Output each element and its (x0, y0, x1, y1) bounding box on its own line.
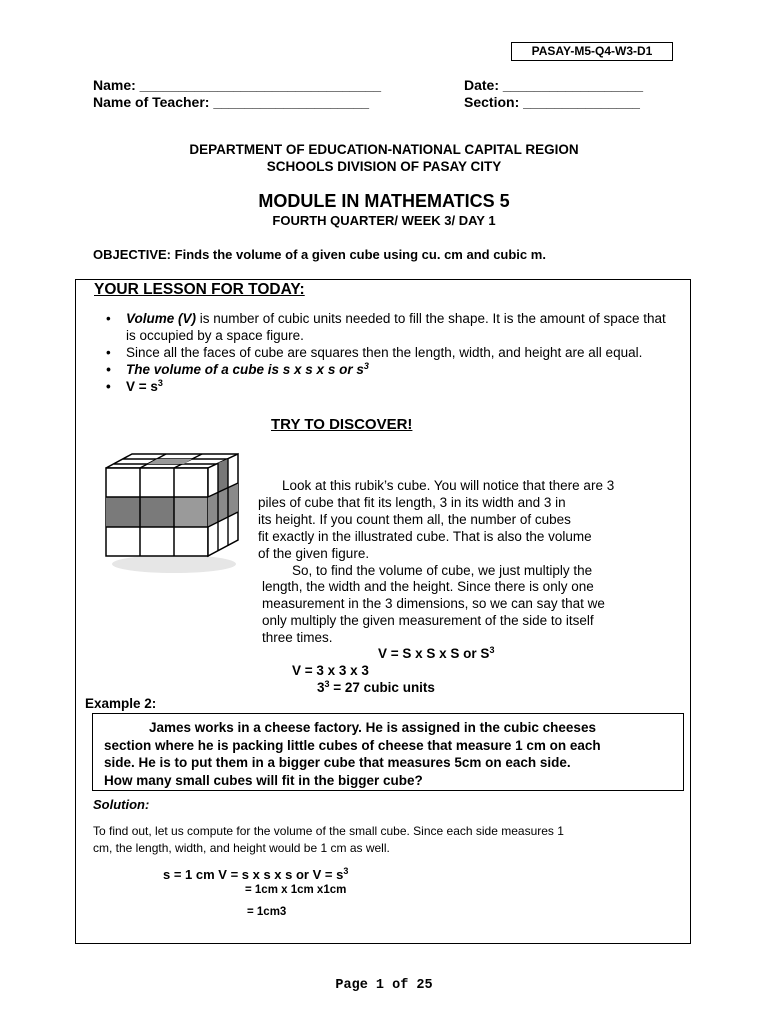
teacher-field: Name of Teacher: ____________________ (93, 94, 370, 110)
module-title: MODULE IN MATHEMATICS 5 (258, 191, 510, 211)
objective-text: Finds the volume of a given cube using cu. cm and cubic m. (174, 247, 546, 262)
bullet-formula (106, 378, 676, 395)
try-to-discover-heading: TRY TO DISCOVER! (271, 416, 413, 433)
example-label: Example 2: (85, 696, 157, 711)
calc-volume (163, 867, 348, 882)
solution-label: Solution: (93, 797, 150, 812)
formula-result-base: 3 (317, 680, 325, 695)
formula-volume-exponent: 3 (489, 645, 495, 655)
discover-line-4: fit exactly in the illustrated cube. That is also the volume (258, 529, 592, 544)
quarter-subtitle: FOURTH QUARTER/ WEEK 3/ DAY 1 (272, 213, 496, 228)
formula-exponent: 3 (157, 378, 163, 388)
date-field: Date: __________________ (464, 77, 644, 93)
faces-text: Since all the faces of cube are squares then the length, width, and height are all equal. (126, 345, 643, 360)
section-field: Section: _______________ (464, 94, 640, 110)
discover-line-7: length, the width and the height. Since there is only one (262, 579, 594, 594)
name-field: Name: _______________________________ (93, 77, 382, 93)
formula-volume-text: V = S x S x S or S (378, 646, 490, 661)
discover-line-9: only multiply the given measurement of the side to itself (262, 613, 594, 628)
formula-result-exponent: 3 (324, 679, 330, 689)
lesson-bullets (106, 310, 676, 395)
lesson-title: YOUR LESSON FOR TODAY: (94, 281, 305, 298)
bullet-cube-volume (106, 361, 676, 378)
discover-line-5: of the given figure. (258, 546, 370, 561)
page-number: Page 1 of 25 (335, 978, 433, 993)
objective (93, 247, 546, 262)
discover-line-3: its height. If you count them all, the number of cubes (258, 512, 571, 527)
example-text (104, 719, 680, 789)
formula-result-text: = 27 cubic units (329, 680, 435, 695)
bullet-faces (106, 344, 676, 361)
example-line-1: James works in a cheese factory. He is assigned in the cubic cheeses (149, 720, 596, 735)
volume-definition: is number of cubic units needed to fill the shape. It is the amount of space that is occupied by a space figure. (126, 311, 666, 343)
calc-multiplication: = 1cm x 1cm x1cm (245, 884, 347, 896)
rubiks-cube-illustration (98, 452, 243, 580)
formula-text: V = s (126, 379, 158, 394)
formula-result (317, 679, 435, 696)
objective-label: OBJECTIVE: (93, 247, 172, 262)
solution-line-2: cm, the length, width, and height would be 1 cm as well. (93, 841, 390, 855)
discover-line-10: three times. (262, 630, 333, 645)
document-code: PASAY-M5-Q4-W3-D1 (511, 42, 673, 61)
discover-line-1: Look at this rubik’s cube. You will notice that there are 3 (282, 478, 615, 493)
calc-volume-exponent: 3 (343, 866, 349, 876)
department-heading: DEPARTMENT OF EDUCATION-NATIONAL CAPITAL REGION (189, 142, 579, 157)
formula-volume (378, 645, 494, 662)
volume-term: Volume (V) (126, 311, 197, 326)
division-heading: SCHOOLS DIVISION OF PASAY CITY (266, 159, 502, 174)
formula-multiplication: V = 3 x 3 x 3 (292, 663, 369, 678)
discover-line-8: measurement in the 3 dimensions, so we can say that we (262, 596, 605, 611)
example-line-4: How many small cubes will fit in the bigger cube? (104, 772, 423, 788)
calc-result: = 1cm3 (247, 906, 287, 918)
solution-line-1: To find out, let us compute for the volume of the small cube. Since each side measures 1 (93, 824, 564, 838)
cube-volume-text: The volume of a cube is s x s x s or s (126, 362, 364, 377)
bullet-volume-definition (106, 310, 676, 344)
cube-volume-exponent: 3 (363, 361, 369, 371)
calc-volume-text: s = 1 cm V = s x s x s or V = s (163, 867, 344, 882)
discover-line-2: piles of cube that fit its length, 3 in its width and 3 in (258, 495, 566, 510)
discover-line-6: So, to find the volume of cube, we just multiply the (292, 563, 593, 578)
example-line-3: side. He is to put them in a bigger cube that measures 5cm on each side. (104, 755, 571, 770)
example-line-2: section where he is packing little cubes of cheese that measure 1 cm on each (104, 737, 601, 753)
